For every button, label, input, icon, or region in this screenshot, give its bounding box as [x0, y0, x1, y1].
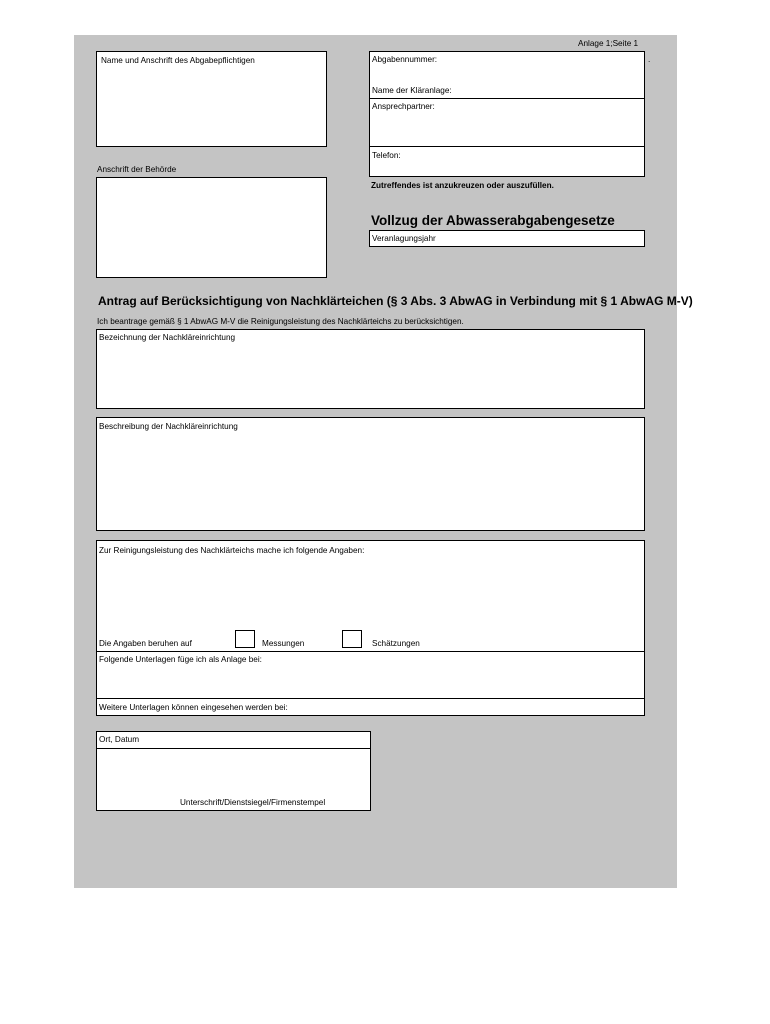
- taxpayer-field[interactable]: [96, 51, 327, 147]
- page-reference: Anlage 1;Seite 1: [578, 39, 639, 48]
- taxpayer-label: Name und Anschrift des Abgabepflichtigen: [101, 56, 255, 65]
- assessment-year-field[interactable]: [369, 230, 645, 247]
- authority-label: Anschrift der Behörde: [97, 165, 177, 174]
- fee-number-label: Abgabennummer:: [372, 55, 438, 64]
- basis-label: Die Angaben beruhen auf: [99, 639, 192, 648]
- attachments-label: Folgende Unterlagen füge ich als Anlage bei:: [99, 655, 262, 664]
- divider: [97, 698, 644, 699]
- stray-dot: .: [648, 55, 651, 64]
- estimates-label: Schätzungen: [372, 639, 420, 648]
- measurements-label: Messungen: [262, 639, 305, 648]
- application-statement: Ich beantrage gemäß § 1 AbwAG M-V die Reinigungsleistung des Nachklärteichs zu berücksichtigen.: [97, 317, 464, 326]
- performance-label: Zur Reinigungsleistung des Nachklärteichs mache ich folgende Angaben:: [99, 546, 365, 555]
- description-label: Beschreibung der Nachkläreinrichtung: [99, 422, 238, 431]
- contact-label: Ansprechpartner:: [372, 102, 435, 111]
- designation-label: Bezeichnung der Nachkläreinrichtung: [99, 333, 236, 342]
- instruction-text: Zutreffendes ist anzukreuzen oder auszufüllen.: [371, 181, 554, 190]
- form-title: Vollzug der Abwasserabgabengesetze: [371, 213, 615, 228]
- authority-field[interactable]: [96, 177, 327, 278]
- plant-info-panel: [369, 51, 645, 177]
- divider: [97, 651, 644, 652]
- signature-line-label: Unterschrift/Dienstsiegel/Firmenstempel: [180, 798, 326, 807]
- divider: [370, 98, 644, 99]
- designation-field[interactable]: [96, 329, 645, 409]
- place-date-label: Ort, Datum: [99, 735, 140, 744]
- application-heading: Antrag auf Berücksichtigung von Nachklärteichen (§ 3 Abs. 3 AbwAG in Verbindung mit § 1 AbwAG M-V): [98, 294, 693, 308]
- further-docs-label: Weitere Unterlagen können eingesehen werden bei:: [99, 703, 288, 712]
- assessment-year-label: Veranlagungsjahr: [372, 234, 436, 243]
- signature-block[interactable]: [96, 731, 371, 811]
- divider: [370, 146, 644, 147]
- performance-block: [96, 540, 645, 716]
- description-field[interactable]: [96, 417, 645, 531]
- measurements-checkbox[interactable]: [235, 630, 255, 648]
- phone-label: Telefon:: [372, 151, 401, 160]
- estimates-checkbox[interactable]: [342, 630, 362, 648]
- divider: [97, 748, 370, 749]
- plant-name-label: Name der Kläranlage:: [372, 86, 452, 95]
